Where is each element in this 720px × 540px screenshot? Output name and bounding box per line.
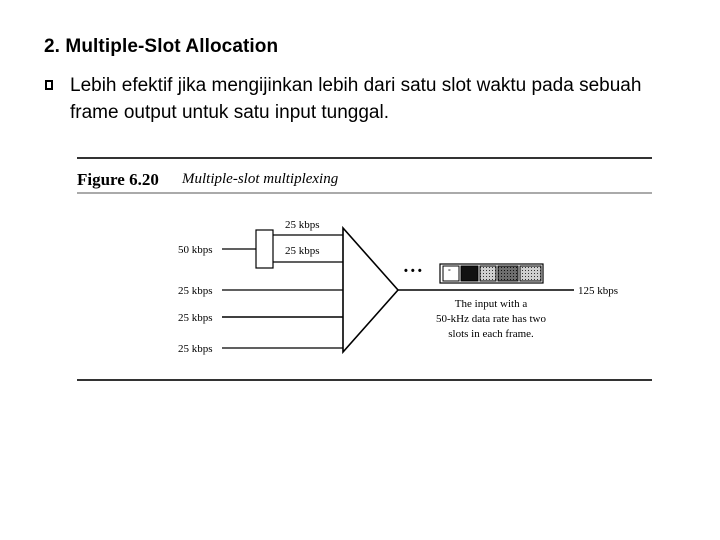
- frame-slot-1-mark: °: [448, 269, 451, 276]
- splitter-box: [256, 230, 273, 268]
- input-label-25kbps-a: 25 kbps: [178, 285, 213, 297]
- input-label-50kbps: 50 kbps: [178, 244, 213, 256]
- figure-number: Figure 6.20: [77, 170, 159, 189]
- note-line-1: The input with a: [454, 298, 528, 310]
- frame-slot-2: [461, 266, 478, 281]
- input-label-25kbps-b: 25 kbps: [178, 312, 213, 324]
- split-label-upper: 25 kbps: [285, 219, 320, 231]
- bullet-text: Lebih efektif jika mengijinkan lebih dari satu slot waktu pada sebuah frame output untuk satu input tunggal.: [70, 75, 642, 123]
- figure-caption: Multiple-slot multiplexing: [182, 171, 339, 187]
- frame-slot-5: [520, 266, 541, 281]
- split-label-lower: 25 kbps: [285, 245, 320, 257]
- frame-slot-3: [480, 266, 496, 281]
- frame-slot-1: [443, 266, 459, 281]
- note-line-2: 50-kHz data rate has two: [436, 313, 546, 325]
- slide-title: 2. Multiple-Slot Allocation: [44, 36, 279, 57]
- output-rate-label: 125 kbps: [578, 285, 619, 297]
- input-label-25kbps-c: 25 kbps: [178, 343, 213, 355]
- note-line-3: slots in each frame.: [448, 328, 534, 340]
- multiplexer-triangle: [343, 228, 398, 352]
- frame-ellipsis: • • •: [404, 265, 422, 277]
- frame-slot-4: [498, 266, 518, 281]
